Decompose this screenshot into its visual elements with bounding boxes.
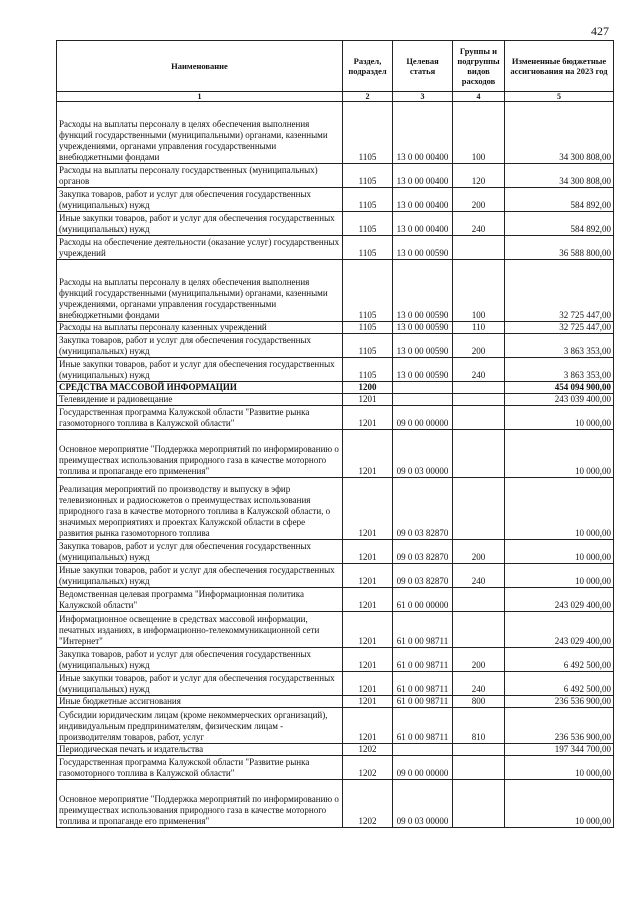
row-group-cell <box>453 780 505 828</box>
table-row <box>57 358 614 382</box>
table-row <box>57 164 614 188</box>
row-group-cell <box>453 478 505 540</box>
table-row <box>57 322 614 334</box>
header-number: 3 <box>393 92 453 102</box>
row-name-cell: Расходы на обеспечение деятельности (оказание услуг) государственных учреждений <box>57 236 343 260</box>
table-row <box>57 564 614 588</box>
row-amount-cell: 243 039 400,00 <box>505 394 614 406</box>
row-section-cell: 1201 <box>343 708 393 744</box>
row-section-cell: 1105 <box>343 188 393 212</box>
row-name-cell: Государственная программа Калужской области "Развитие рынка газомоторного топлива в Калужской области" <box>57 756 343 780</box>
row-section-cell: 1105 <box>343 236 393 260</box>
row-group-cell: 240 <box>453 358 505 382</box>
row-amount-cell: 10 000,00 <box>505 406 614 430</box>
row-group-cell: 200 <box>453 334 505 358</box>
row-section-cell: 1201 <box>343 672 393 696</box>
row-amount-cell: 584 892,00 <box>505 188 614 212</box>
row-name-cell: Основное мероприятие "Поддержка мероприятий по информированию о преимуществах использования природного газа в качестве моторного топлива и пропаганде его применения" <box>57 430 343 478</box>
row-section-cell: 1105 <box>343 102 393 164</box>
row-group-cell <box>453 406 505 430</box>
row-section-cell: 1201 <box>343 430 393 478</box>
table-row <box>57 756 614 780</box>
row-section-cell: 1105 <box>343 164 393 188</box>
table-row <box>57 708 614 744</box>
row-section-cell: 1105 <box>343 322 393 334</box>
row-amount-cell: 34 300 808,00 <box>505 164 614 188</box>
row-group-cell <box>453 744 505 756</box>
row-target-cell: 61 0 00 98711 <box>393 672 453 696</box>
row-name-cell: Расходы на выплаты персоналу в целях обеспечения выполнения функций государственными (муниципальными) органами, казенными учреждениями, органами управления государственными внебюджетными фондами <box>57 260 343 322</box>
row-group-cell <box>453 756 505 780</box>
row-name-cell: Ведомственная целевая программа "Информационная политика Калужской области" <box>57 588 343 612</box>
row-section-cell: 1105 <box>343 212 393 236</box>
row-amount-cell: 10 000,00 <box>505 430 614 478</box>
row-target-cell: 13 0 00 00590 <box>393 358 453 382</box>
budget-table <box>56 40 614 828</box>
row-name-cell: Расходы на выплаты персоналу государственных (муниципальных) органов <box>57 164 343 188</box>
row-amount-cell: 10 000,00 <box>505 780 614 828</box>
row-amount-cell: 454 094 900,00 <box>505 382 614 394</box>
row-name-cell: Государственная программа Калужской области "Развитие рынка газомоторного топлива в Калужской области" <box>57 406 343 430</box>
row-name-cell: Иные закупки товаров, работ и услуг для обеспечения государственных (муниципальных) нужд <box>57 358 343 382</box>
row-amount-cell: 243 029 400,00 <box>505 588 614 612</box>
row-name-cell: Закупка товаров, работ и услуг для обеспечения государственных (муниципальных) нужд <box>57 188 343 212</box>
row-target-cell: 61 0 00 98711 <box>393 696 453 708</box>
header-name: Наименование <box>57 41 343 92</box>
row-target-cell: 09 0 03 00000 <box>393 430 453 478</box>
row-section-cell: 1201 <box>343 406 393 430</box>
header-number: 5 <box>505 92 614 102</box>
row-amount-cell: 236 536 900,00 <box>505 708 614 744</box>
row-target-cell: 61 0 00 00000 <box>393 588 453 612</box>
row-group-cell <box>453 612 505 648</box>
row-section-cell: 1201 <box>343 478 393 540</box>
row-group-cell <box>453 588 505 612</box>
row-section-cell: 1202 <box>343 756 393 780</box>
row-name-cell: Реализация мероприятий по производству и выпуску в эфир телевизионных и радиосюжетов о преимуществах использования природного газа в качестве моторного топлива в Калужской области, о значимых мероприятиях и проектах Калужской области в сфере развития рынка газомоторного топлива <box>57 478 343 540</box>
row-target-cell: 61 0 00 98711 <box>393 648 453 672</box>
row-name-cell: Закупка товаров, работ и услуг для обеспечения государственных (муниципальных) нужд <box>57 540 343 564</box>
row-name-cell: Расходы на выплаты персоналу казенных учреждений <box>57 322 343 334</box>
row-name-cell: Закупка товаров, работ и услуг для обеспечения государственных (муниципальных) нужд <box>57 648 343 672</box>
row-target-cell: 09 0 03 82870 <box>393 540 453 564</box>
row-amount-cell: 34 300 808,00 <box>505 102 614 164</box>
table-row <box>57 540 614 564</box>
row-amount-cell: 584 892,00 <box>505 212 614 236</box>
row-name-cell: СРЕДСТВА МАССОВОЙ ИНФОРМАЦИИ <box>57 382 343 394</box>
table-row <box>57 260 614 322</box>
header-target: Целевая статья <box>393 41 453 92</box>
header-number-row <box>57 92 614 102</box>
row-target-cell: 61 0 00 98711 <box>393 612 453 648</box>
row-amount-cell: 6 492 500,00 <box>505 672 614 696</box>
row-amount-cell: 197 344 700,00 <box>505 744 614 756</box>
row-amount-cell: 10 000,00 <box>505 756 614 780</box>
row-section-cell: 1202 <box>343 744 393 756</box>
row-target-cell: 61 0 00 98711 <box>393 708 453 744</box>
table-row <box>57 780 614 828</box>
row-group-cell <box>453 394 505 406</box>
row-target-cell: 09 0 03 00000 <box>393 780 453 828</box>
row-group-cell: 110 <box>453 322 505 334</box>
row-target-cell: 13 0 00 00400 <box>393 188 453 212</box>
row-group-cell <box>453 382 505 394</box>
header-number: 4 <box>453 92 505 102</box>
row-amount-cell: 10 000,00 <box>505 478 614 540</box>
row-section-cell: 1201 <box>343 612 393 648</box>
row-section-cell: 1105 <box>343 358 393 382</box>
row-section-cell: 1105 <box>343 334 393 358</box>
row-target-cell <box>393 382 453 394</box>
table-row <box>57 212 614 236</box>
header-section: Раздел, подраздел <box>343 41 393 92</box>
row-amount-cell: 236 536 900,00 <box>505 696 614 708</box>
row-section-cell: 1200 <box>343 382 393 394</box>
row-group-cell: 200 <box>453 188 505 212</box>
row-target-cell: 13 0 00 00590 <box>393 322 453 334</box>
row-group-cell <box>453 236 505 260</box>
row-name-cell: Информационное освещение в средствах массовой информации, печатных изданиях, в информационно-телекоммуникационной сети "Интернет" <box>57 612 343 648</box>
row-group-cell: 120 <box>453 164 505 188</box>
row-group-cell: 240 <box>453 564 505 588</box>
row-group-cell: 240 <box>453 672 505 696</box>
row-section-cell: 1201 <box>343 564 393 588</box>
row-name-cell: Иные закупки товаров, работ и услуг для обеспечения государственных (муниципальных) нужд <box>57 212 343 236</box>
table-row <box>57 236 614 260</box>
header-number: 1 <box>57 92 343 102</box>
row-amount-cell: 10 000,00 <box>505 540 614 564</box>
table-row <box>57 394 614 406</box>
table-row <box>57 406 614 430</box>
table-row <box>57 672 614 696</box>
row-name-cell: Расходы на выплаты персоналу в целях обеспечения выполнения функций государственными (муниципальными) органами, казенными учреждениями, органами управления государственными внебюджетными фондами <box>57 102 343 164</box>
row-amount-cell: 32 725 447,00 <box>505 260 614 322</box>
row-group-cell: 810 <box>453 708 505 744</box>
row-target-cell: 13 0 00 00400 <box>393 212 453 236</box>
row-target-cell: 09 0 00 00000 <box>393 406 453 430</box>
table-row <box>57 102 614 164</box>
header-number: 2 <box>343 92 393 102</box>
row-group-cell: 240 <box>453 212 505 236</box>
table-row <box>57 744 614 756</box>
row-section-cell: 1201 <box>343 588 393 612</box>
row-amount-cell: 3 863 353,00 <box>505 358 614 382</box>
row-amount-cell: 32 725 447,00 <box>505 322 614 334</box>
row-target-cell: 13 0 00 00590 <box>393 260 453 322</box>
row-section-cell: 1105 <box>343 260 393 322</box>
row-target-cell <box>393 394 453 406</box>
row-name-cell: Закупка товаров, работ и услуг для обеспечения государственных (муниципальных) нужд <box>57 334 343 358</box>
page-number: 427 <box>591 24 609 38</box>
row-target-cell: 13 0 00 00590 <box>393 236 453 260</box>
header-amount: Измененные бюджетные ассигнования на 2023 год <box>505 41 614 92</box>
header-group: Группы и подгруппы видов расходов <box>453 41 505 92</box>
table-row <box>57 382 614 394</box>
row-amount-cell: 10 000,00 <box>505 564 614 588</box>
row-group-cell: 200 <box>453 540 505 564</box>
table-row <box>57 478 614 540</box>
table-row <box>57 430 614 478</box>
table-row <box>57 612 614 648</box>
row-group-cell: 100 <box>453 102 505 164</box>
row-target-cell: 13 0 00 00400 <box>393 164 453 188</box>
row-target-cell: 13 0 00 00400 <box>393 102 453 164</box>
table-row <box>57 648 614 672</box>
row-amount-cell: 6 492 500,00 <box>505 648 614 672</box>
row-group-cell <box>453 430 505 478</box>
table-row <box>57 334 614 358</box>
row-section-cell: 1201 <box>343 696 393 708</box>
row-target-cell: 09 0 00 00000 <box>393 756 453 780</box>
row-name-cell: Основное мероприятие "Поддержка мероприятий по информированию о преимуществах использования природного газа в качестве моторного топлива и пропаганде его применения" <box>57 780 343 828</box>
row-target-cell: 09 0 03 82870 <box>393 478 453 540</box>
row-group-cell: 800 <box>453 696 505 708</box>
row-section-cell: 1201 <box>343 648 393 672</box>
row-section-cell: 1201 <box>343 540 393 564</box>
row-group-cell: 100 <box>453 260 505 322</box>
row-section-cell: 1201 <box>343 394 393 406</box>
row-target-cell: 13 0 00 00590 <box>393 334 453 358</box>
row-group-cell: 200 <box>453 648 505 672</box>
table-row <box>57 188 614 212</box>
table-body <box>57 102 614 828</box>
row-name-cell: Иные закупки товаров, работ и услуг для обеспечения государственных (муниципальных) нужд <box>57 564 343 588</box>
row-amount-cell: 36 588 800,00 <box>505 236 614 260</box>
row-target-cell <box>393 744 453 756</box>
row-name-cell: Иные закупки товаров, работ и услуг для обеспечения государственных (муниципальных) нужд <box>57 672 343 696</box>
table-row <box>57 588 614 612</box>
header-row <box>57 41 614 92</box>
row-name-cell: Субсидии юридическим лицам (кроме некоммерческих организаций), индивидуальным предпринимателям, физическим лицам - производителям товаров, работ, услуг <box>57 708 343 744</box>
row-name-cell: Иные бюджетные ассигнования <box>57 696 343 708</box>
row-amount-cell: 243 029 400,00 <box>505 612 614 648</box>
row-amount-cell: 3 863 353,00 <box>505 334 614 358</box>
row-target-cell: 09 0 03 82870 <box>393 564 453 588</box>
row-section-cell: 1202 <box>343 780 393 828</box>
table-row <box>57 696 614 708</box>
row-name-cell: Периодическая печать и издательства <box>57 744 343 756</box>
row-name-cell: Телевидение и радиовещание <box>57 394 343 406</box>
